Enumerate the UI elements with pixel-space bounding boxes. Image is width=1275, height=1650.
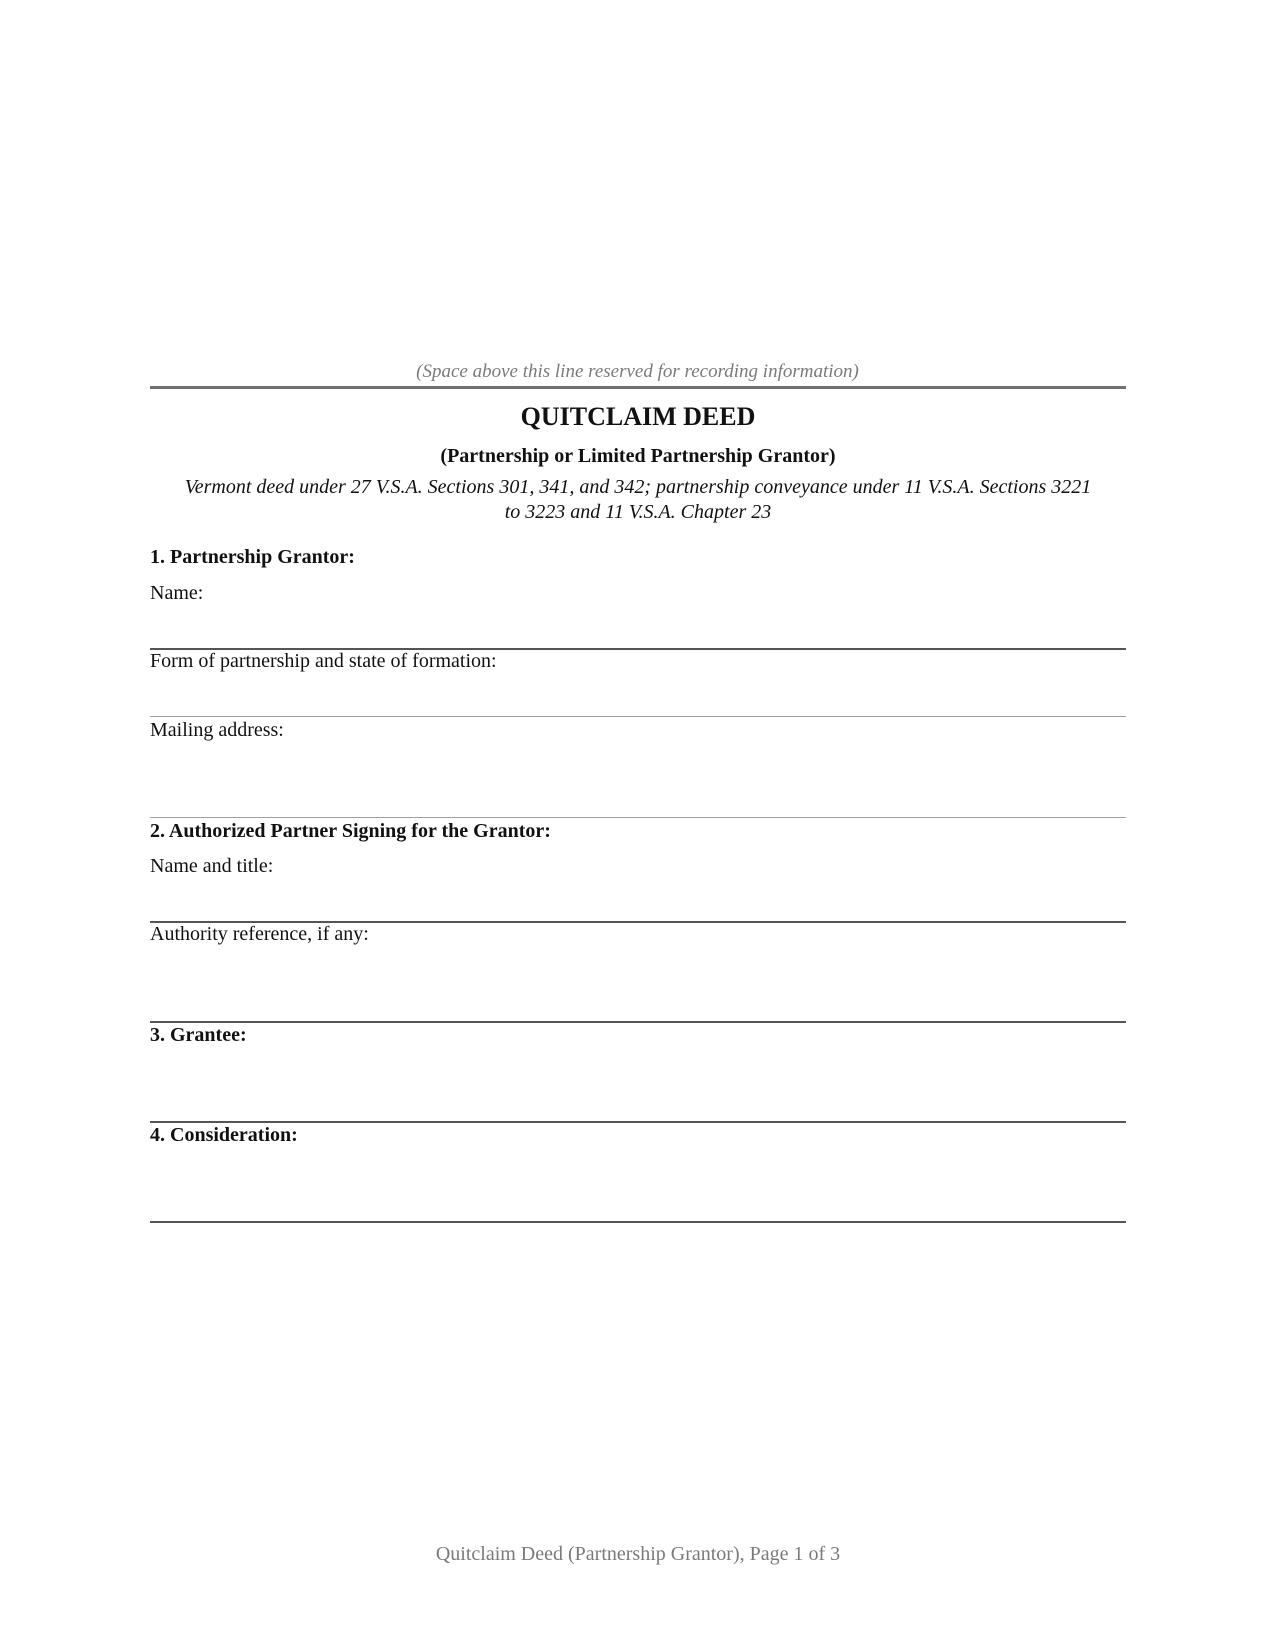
- recording-space-note: (Space above this line reserved for recording information): [416, 361, 859, 382]
- grantor-name-label: Name:: [150, 582, 204, 604]
- section-authorized-partner-heading: 2. Authorized Partner Signing for the Grantor:: [150, 820, 551, 842]
- statute-reference: [150, 475, 1126, 525]
- authority-reference-field[interactable]: [150, 1021, 1126, 1023]
- recording-divider: [150, 386, 1126, 389]
- partner-name-title-label: Name and title:: [150, 855, 274, 877]
- page-footer: Quitclaim Deed (Partnership Grantor), Page 1 of 3: [435, 1543, 841, 1565]
- authority-reference-label: Authority reference, if any:: [150, 923, 369, 945]
- section-grantor-heading: 1. Partnership Grantor:: [150, 546, 355, 568]
- document-subtitle: (Partnership or Limited Partnership Grantor): [440, 445, 836, 467]
- statute-line-1: Vermont deed under 27 V.S.A. Sections 301, 341, and 342; partnership conveyance under 11 V.S.A. Sections 3221: [184, 476, 1092, 498]
- section-grantee-heading: 3. Grantee:: [150, 1024, 247, 1046]
- document-title: QUITCLAIM DEED: [520, 402, 756, 431]
- statute-line-2: to 3223 and 11 V.S.A. Chapter 23: [504, 501, 772, 523]
- grantor-mailing-label: Mailing address:: [150, 719, 284, 741]
- grantor-form-label: Form of partnership and state of formation:: [150, 650, 497, 672]
- section-consideration-heading: 4. Consideration:: [150, 1124, 298, 1146]
- consideration-field[interactable]: [150, 1221, 1126, 1223]
- grantor-form-field[interactable]: [150, 716, 1126, 717]
